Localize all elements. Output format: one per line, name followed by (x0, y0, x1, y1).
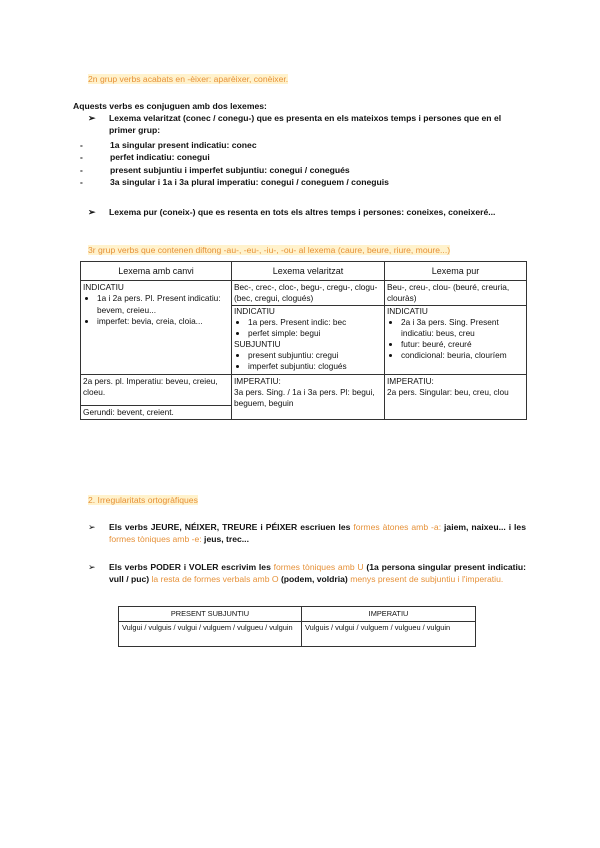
cell-subtitle: INDICATIU (385, 305, 526, 317)
cell-text: Beu-, creu-, clou- (beuré, creuria, clouràs) (387, 282, 510, 304)
table-cell (232, 374, 385, 419)
section-heading-2n-grup: 2n grup verbs acabats en -èixer: aparèixer, conèixer. (88, 74, 289, 84)
arrow-list-jeure (88, 521, 526, 546)
cell-bullet: • 1a pers. Present indic: bec (248, 317, 382, 328)
arrow-item-jeure: ➢ Els verbs JEURE, NÉIXER, TREURE i PÉIXER escriuen les formes àtones amb -a: jaiem, naixeu... i les formes tòniques amb -e: jeus, trec... (88, 521, 526, 546)
table-header: IMPERATIU (302, 607, 476, 622)
table-cell: Vulguis / vulgui / vulguem / vulgueu / vulguin (302, 621, 476, 646)
table-cell: Vulgui / vulguis / vulgui / vulguem / vulgueu / vulguin (119, 621, 302, 646)
cell-text: Bec-, crec-, cloc-, begu-, cregu-, clogu- (bec, cregui, clogués) (234, 282, 378, 304)
table-header: PRESENT SUBJUNTIU (119, 607, 302, 622)
dash-item: - 3a singular i 1a i 3a plural imperatiu: conegui / coneguem / coneguis (74, 176, 524, 188)
arrow-list-pur (88, 206, 526, 218)
section-heading-3r-grup: 3r grup verbs que contenen diftong -au-, -eu-, -iu-, -ou- al lexema (caure, beure, riure, moure...) (88, 245, 451, 255)
dash-item: - perfet indicatiu: conegui (74, 151, 524, 163)
cell-subtitle: IMPERATIU: (234, 375, 281, 386)
intro-text: Aquests verbs es conjuguen amb dos lexemes: (73, 101, 267, 111)
cell-bullet: • perfet simple: begui (248, 328, 382, 339)
table-row (119, 621, 476, 646)
cell-subtitle: SUBJUNTIU (234, 339, 281, 350)
section-heading-irregularitats: 2. Irregularitats ortogràfiques (88, 495, 198, 505)
cell-bullet: • futur: beuré, creuré (401, 339, 524, 350)
cell-bullet: • present subjuntiu: cregui (248, 350, 382, 361)
cell-subtitle: IMPERATIU: (387, 375, 434, 386)
cell-bullet: • imperfet: bevia, creia, cloia... (97, 316, 229, 327)
cell-text: Gerundi: bevent, creient. (81, 405, 231, 419)
table-cell (81, 374, 232, 419)
table-row (81, 281, 527, 375)
dash-item: - present subjuntiu i imperfet subjuntiu: conegui / conegués (74, 164, 524, 176)
lexemes-table (80, 261, 527, 420)
cell-subtitle: INDICATIU (232, 305, 384, 317)
table-header: Lexema pur (385, 262, 527, 281)
table-cell (385, 374, 527, 419)
arrow-list-velar (88, 112, 526, 137)
cell-text: 3a pers. Sing. / 1a i 3a pers. Pl: begui, beguem, beguin (234, 386, 375, 409)
table-header: Lexema amb canvi (81, 262, 232, 281)
table-cell (232, 281, 385, 375)
table-header: Lexema velaritzat (232, 262, 385, 281)
cell-text: 2a pers. pl. Imperatiu: beveu, creieu, cloeu. (83, 375, 218, 397)
cell-text: 2a pers. Singular: beu, creu, clou (387, 386, 509, 397)
cell-bullet: • condicional: beuria, clouríem (401, 350, 524, 361)
dash-list (74, 139, 524, 189)
cell-subtitle: INDICATIU (83, 282, 124, 293)
poder-voler-table (118, 606, 476, 647)
cell-bullet: • 2a i 3a pers. Sing. Present indicatiu: beus, creu (401, 317, 524, 339)
arrow-item-velar: ➢ Lexema velaritzat (conec / conegu-) que es presenta en els mateixos temps i persones que en el primer grup: (88, 112, 526, 137)
table-row (81, 374, 527, 419)
table-cell (81, 281, 232, 375)
arrow-item-pur: ➢ Lexema pur (coneix-) que es resenta en tots els altres temps i persones: coneixes, coneixeré... (88, 206, 526, 218)
cell-bullet: • 1a i 2a pers. Pl. Present indicatiu: bevem, creieu... (97, 293, 229, 315)
arrow-list-poder (88, 561, 526, 586)
cell-bullet: • imperfet subjuntiu: clogués (248, 361, 382, 372)
dash-item: - 1a singular present indicatiu: conec (74, 139, 524, 151)
table-cell (385, 281, 527, 375)
arrow-item-poder: ➢ Els verbs PODER i VOLER escrivim les formes tòniques amb U (1a persona singular present indicatiu: vull / puc) la resta de formes verbals amb O (podem, voldria) menys present de subjuntiu i l'imperatiu. (88, 561, 526, 586)
